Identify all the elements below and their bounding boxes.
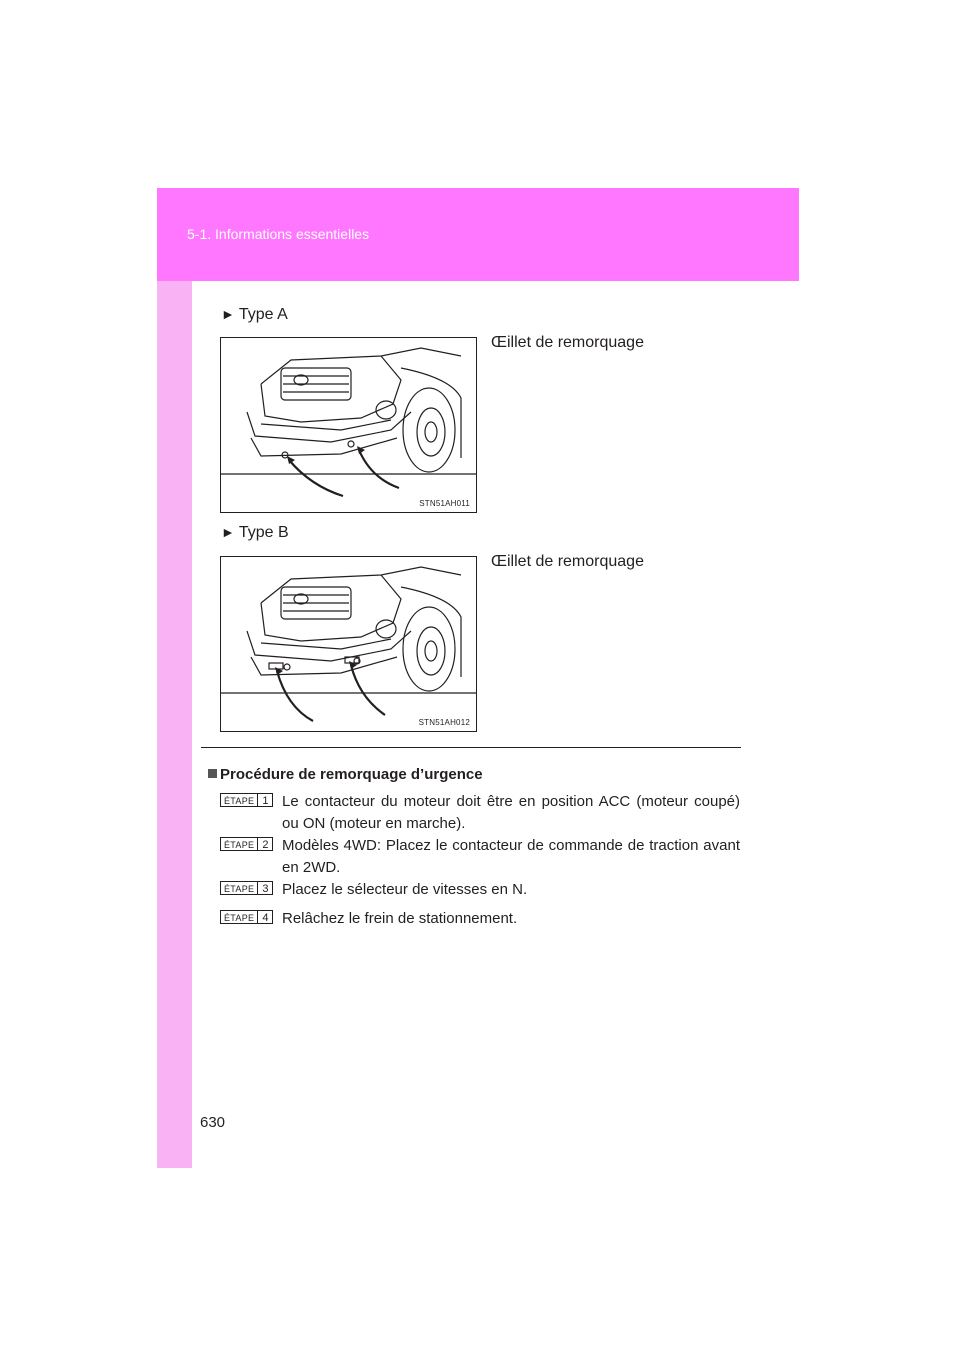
square-bullet-icon [208,769,217,778]
tow-eye-callout-b: Œillet de remorquage [491,553,644,570]
step-badge: ÉTAPE 2 [220,837,273,851]
type-a-label: ► Type A [221,306,288,323]
step-text: Placez le sélecteur de vitesses en N. [282,881,528,898]
step-badge: ÉTAPE 4 [220,910,273,924]
pointer-arrow-icon: ► [221,524,235,540]
section-divider [201,747,741,748]
section-title: Procédure de remorquage d’urgence [208,766,483,783]
step-badge: ÉTAPE 1 [220,793,273,807]
pointer-arrow-icon: ► [221,306,235,322]
truck-front-drawing [221,557,476,731]
type-b-label: ► Type B [221,524,289,541]
step-badge: ÉTAPE 3 [220,881,273,895]
truck-illustration-b [220,556,477,732]
step-text: Le contacteur du moteur doit être en position ACC (moteur coupé) ou ON (moteur en marche). [282,793,740,832]
truck-illustration-a [220,337,477,513]
section-header: 5-1. Informations essentielles [187,226,370,242]
step-text: Relâchez le frein de stationnement. [282,910,518,927]
page-number: 630 [200,1114,226,1131]
figure-code-b: STN51AH012 [418,718,470,727]
step-text: Modèles 4WD: Placez le contacteur de commande de traction avant en 2WD. [282,837,740,876]
step-4 [220,908,740,930]
step-3 [220,879,740,901]
truck-front-drawing [221,338,476,512]
tow-eye-callout-a: Œillet de remorquage [491,334,644,351]
step-1 [220,791,740,835]
step-2 [220,835,740,879]
side-color-band [157,188,192,1168]
figure-code-a: STN51AH011 [419,499,470,508]
